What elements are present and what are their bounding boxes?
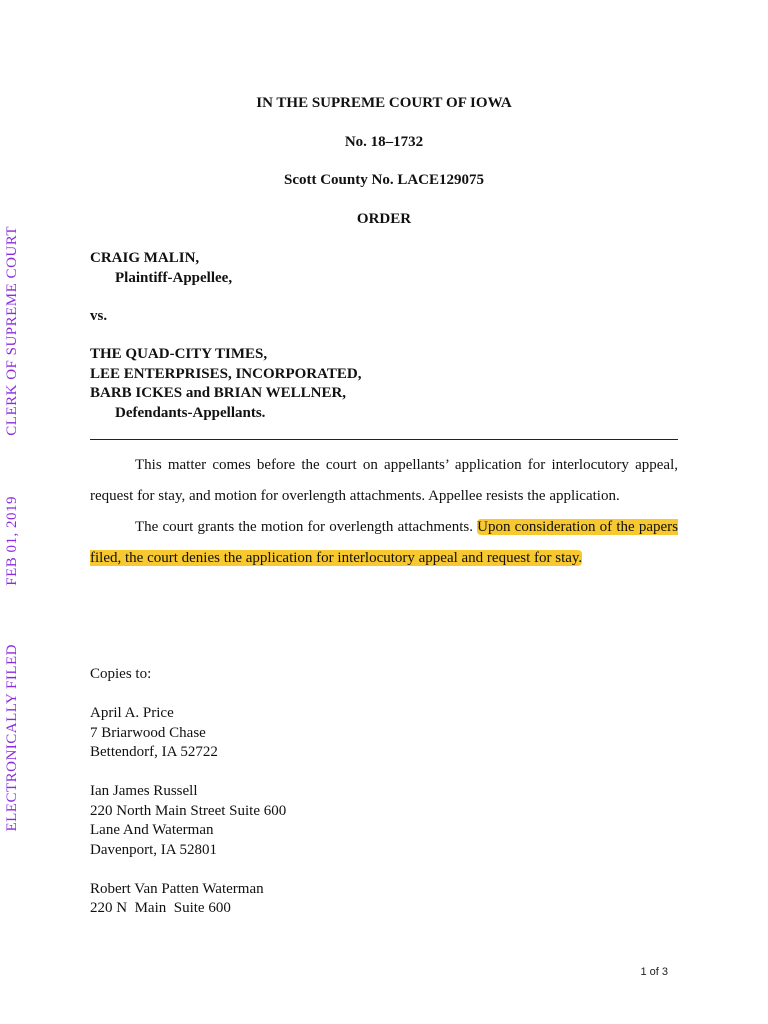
copies-section bbox=[90, 665, 286, 938]
address-line: 220 North Main Street Suite 600 bbox=[90, 802, 287, 819]
case-number: No. 18–1732 bbox=[344, 134, 424, 150]
stamp-electronically-filed: ELECTRONICALLY FILED bbox=[4, 644, 20, 832]
recipient-address bbox=[90, 704, 286, 763]
recipient-address bbox=[90, 880, 286, 919]
address-line: 220 N Main Suite 600 bbox=[90, 900, 231, 916]
defendant-role: Defendants-Appellants. bbox=[115, 404, 266, 421]
paragraph-1: This matter comes before the court on appellants’ application for interlocutory appeal, request for stay, and motion for overlength attachments. Appellee resists the application. bbox=[90, 457, 678, 504]
address-line: April A. Price bbox=[90, 705, 174, 721]
stamp-clerk: CLERK OF SUPREME COURT bbox=[4, 226, 20, 436]
address-line: Bettendorf, IA 52722 bbox=[90, 744, 218, 760]
plaintiff-block bbox=[90, 249, 232, 288]
caption-divider bbox=[90, 439, 678, 440]
address-line: Lane And Waterman bbox=[90, 822, 214, 838]
paragraph-2 bbox=[90, 512, 678, 574]
filing-stamp bbox=[2, 226, 32, 846]
defendant-line: LEE ENTERPRISES, INCORPORATED, bbox=[90, 365, 362, 382]
address-line: 7 Briarwood Chase bbox=[90, 724, 206, 741]
court-title: IN THE SUPREME COURT OF IOWA bbox=[256, 95, 512, 111]
copies-label: Copies to: bbox=[90, 666, 152, 682]
address-line: Ian James Russell bbox=[90, 783, 198, 799]
plaintiff-name: CRAIG MALIN, bbox=[90, 250, 200, 266]
county-number: Scott County No. LACE129075 bbox=[283, 172, 484, 188]
stamp-date: FEB 01, 2019 bbox=[4, 496, 20, 586]
recipient-address bbox=[90, 782, 286, 860]
order-body bbox=[90, 450, 678, 574]
document-type: ORDER bbox=[356, 211, 412, 227]
versus: vs. bbox=[90, 308, 108, 324]
plaintiff-role: Plaintiff-Appellee, bbox=[115, 269, 233, 286]
page-number: 1 of 3 bbox=[640, 966, 668, 978]
defendant-line: BARB ICKES and BRIAN WELLNER, bbox=[90, 385, 347, 401]
defendant-line: THE QUAD-CITY TIMES, bbox=[90, 346, 268, 362]
highlighted-ruling: Upon consideration of the papers filed, the court denies the application for interlocutory appeal and request for stay. bbox=[90, 519, 678, 566]
address-line: Robert Van Patten Waterman bbox=[90, 880, 264, 897]
paragraph-2-plain: The court grants the motion for overlength attachments. bbox=[135, 519, 478, 535]
address-line: Davenport, IA 52801 bbox=[90, 841, 218, 858]
defendants-block bbox=[90, 345, 361, 423]
